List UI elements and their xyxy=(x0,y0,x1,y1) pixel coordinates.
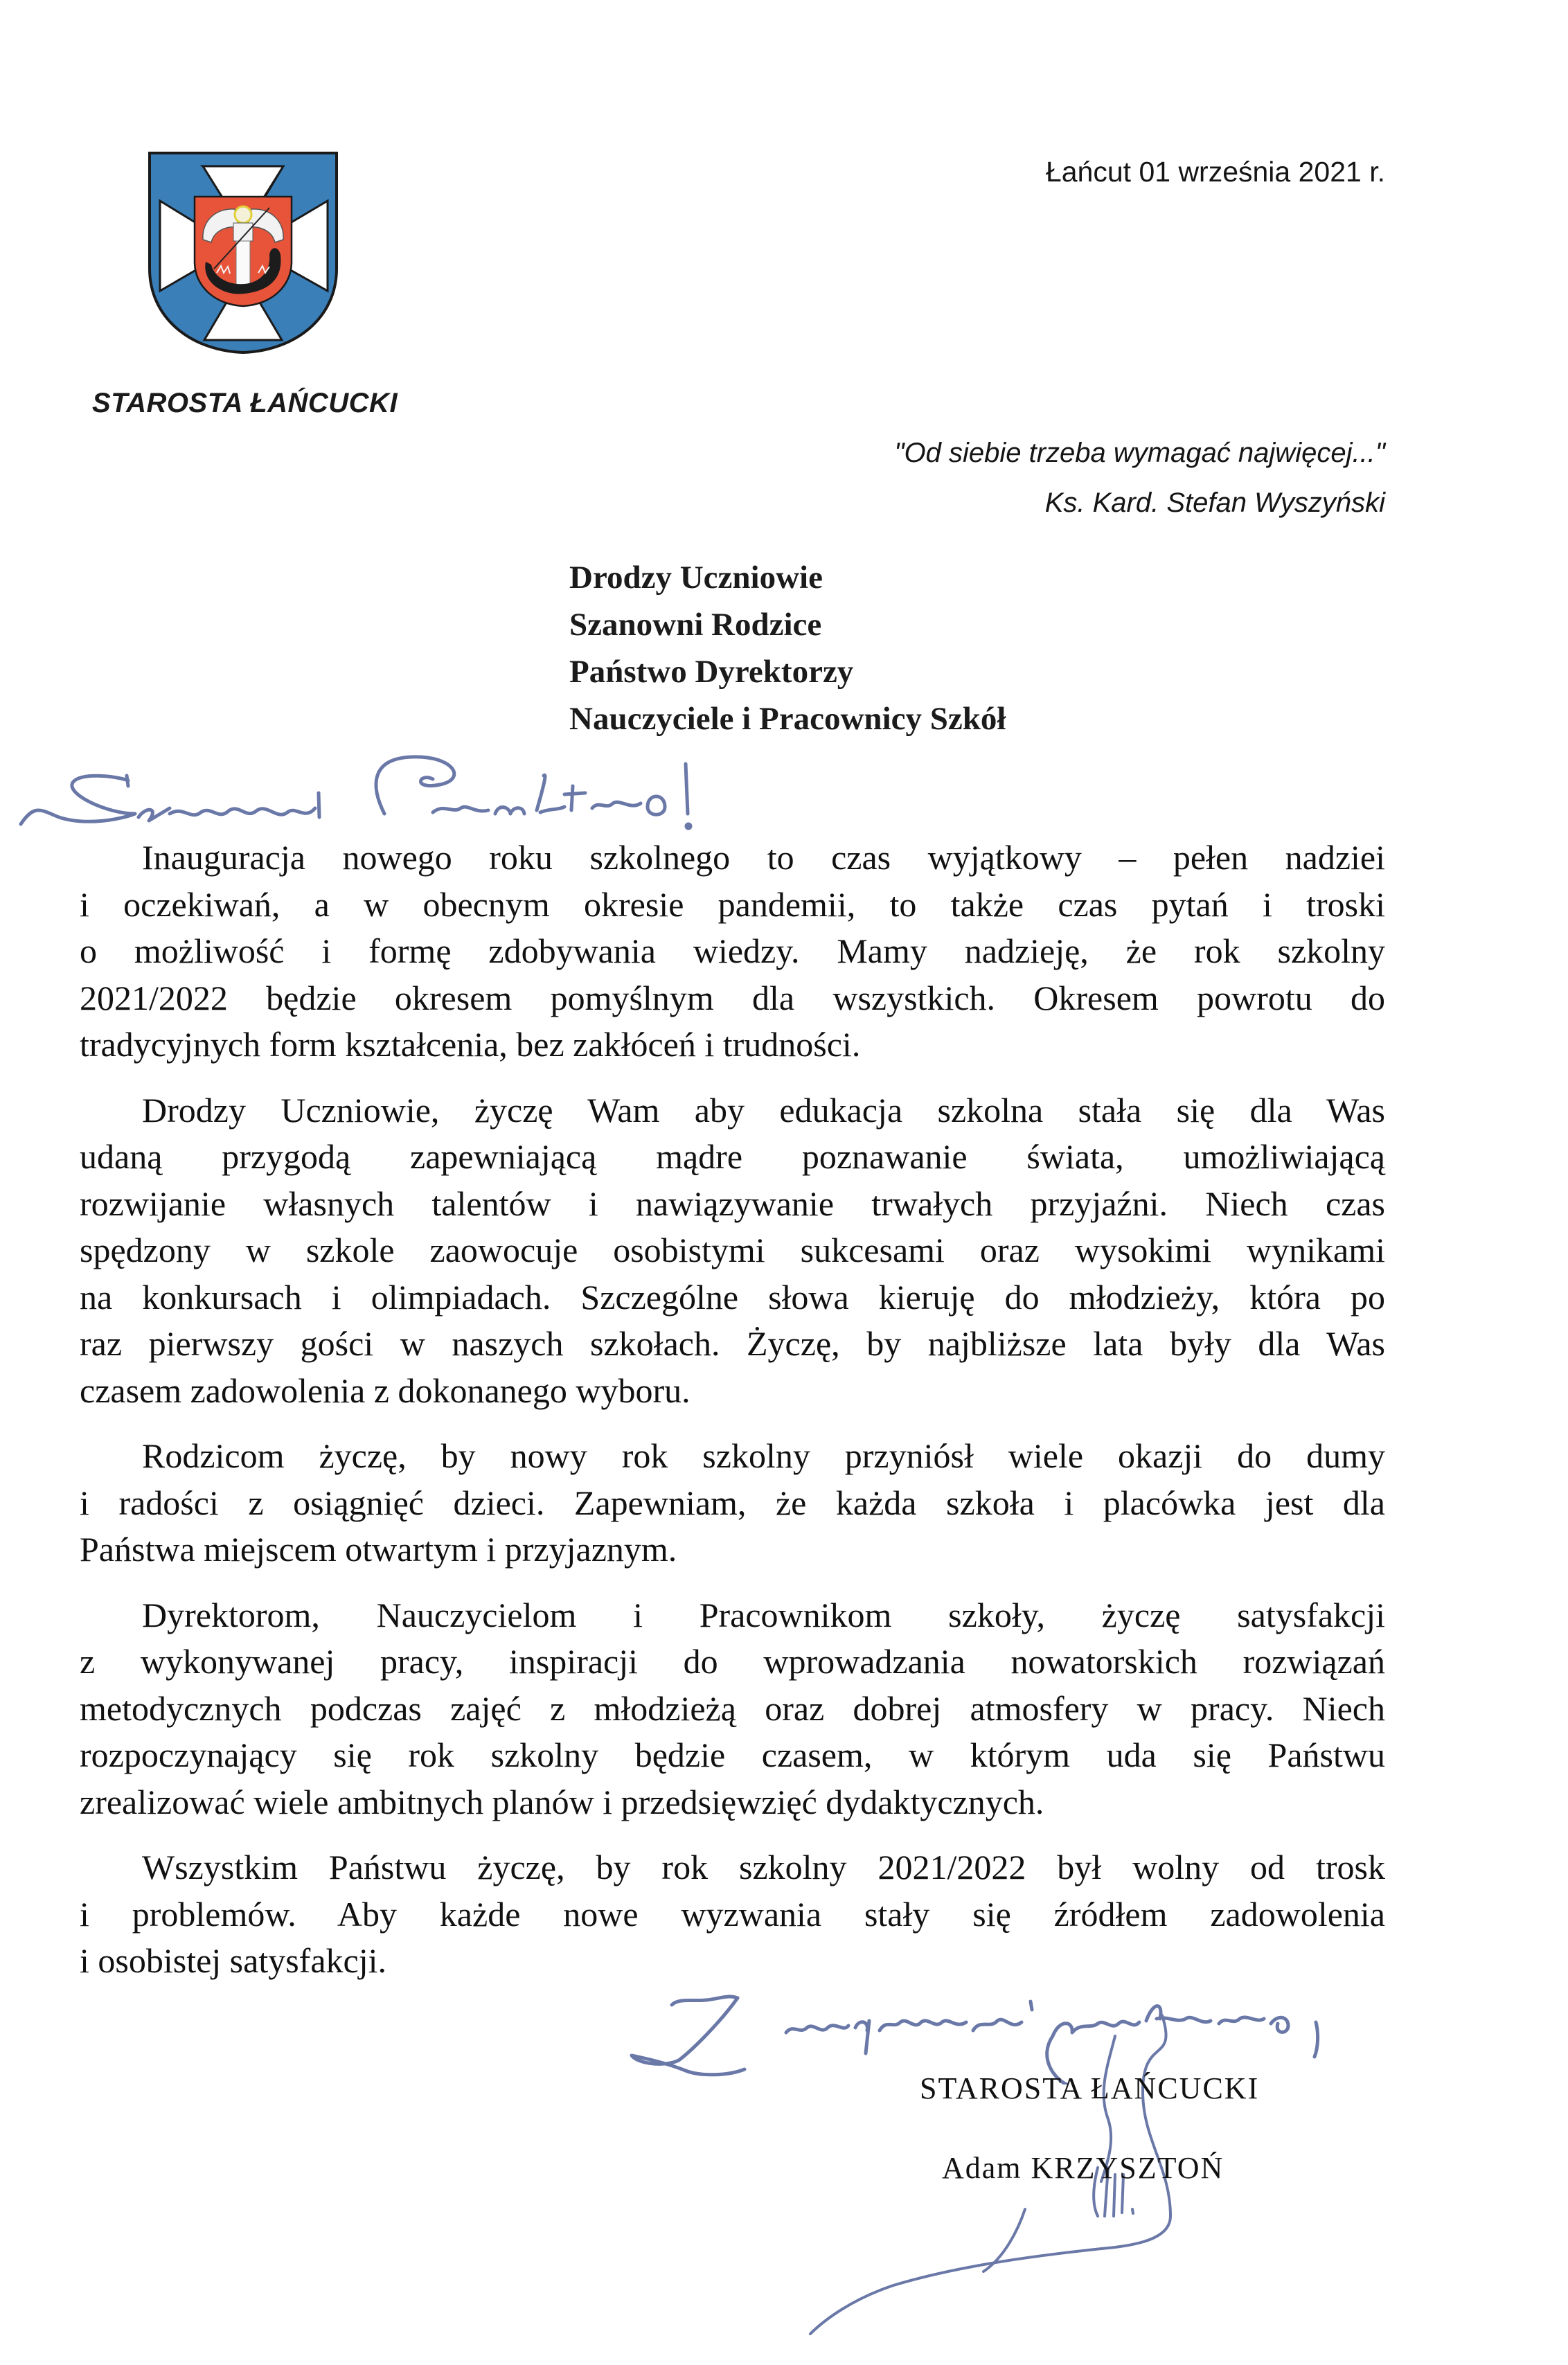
body-line: o możliwość i formę zdobywania wiedzy. Mamy nadzieję, że rok szkolny xyxy=(80,931,1385,970)
handwritten-greeting xyxy=(10,744,745,841)
paragraph-4 xyxy=(80,1592,1385,1826)
body-line: na konkursach i olimpiadach. Szczególne słowa kieruję do młodzieży, która po xyxy=(80,1277,1385,1317)
paragraph-5 xyxy=(80,1844,1385,1985)
motto-author: Ks. Kard. Stefan Wyszyński xyxy=(1044,488,1385,518)
body-line: rozwijanie własnych talentów i nawiązywanie trwałych przyjaźni. Niech czas xyxy=(80,1184,1385,1223)
motto xyxy=(894,428,1385,528)
body-line: Państwa miejscem otwartym i przyjaznym. xyxy=(80,1530,677,1569)
body-line: Drodzy Uczniowie, życzę Wam aby edukacja szkolna stała się dla Was xyxy=(142,1090,1385,1130)
body-line: zrealizować wiele ambitnych planów i przedsięwzięć dydaktycznych. xyxy=(80,1782,1044,1821)
letter-body xyxy=(80,835,1385,2003)
body-line: tradycyjnych form kształcenia, bez zakłóceń i trudności. xyxy=(80,1025,861,1064)
addressee: Szanowni Rodzice xyxy=(569,607,822,643)
signatory-title: STAROSTA ŁAŃCUCKI xyxy=(920,2071,1260,2105)
addressee: Nauczyciele i Pracownicy Szkół xyxy=(569,701,1006,737)
body-line: Inauguracja nowego roku szkolnego to czas wyjątkowy – pełen nadziei xyxy=(142,838,1385,877)
addressee: Drodzy Uczniowie xyxy=(569,560,823,596)
body-line: i oczekiwań, a w obecnym okresie pandemii, to także czas pytań i troski xyxy=(80,884,1385,924)
addressee: Państwo Dyrektorzy xyxy=(569,654,854,690)
coat-of-arms-icon xyxy=(148,151,339,355)
body-line: udaną przygodą zapewniającą mądre poznawanie świata, umożliwiającą xyxy=(80,1137,1385,1176)
body-line: i osobistej satysfakcji. xyxy=(80,1941,386,1980)
body-line: czasem zadowolenia z dokonanego wyboru. xyxy=(80,1371,691,1410)
body-line: spędzony w szkole zaowocuje osobistymi sukcesami oraz wysokimi wynikami xyxy=(80,1231,1385,1269)
paragraph-1 xyxy=(80,835,1385,1069)
motto-quote: "Od siebie trzeba wymagać najwięcej..." xyxy=(894,438,1385,468)
body-line: i problemów. Aby każde nowe wyzwania stały się źródłem zadowolenia xyxy=(80,1894,1385,1934)
body-line: 2021/2022 będzie okresem pomyślnym dla wszystkich. Okresem powrotu do xyxy=(80,978,1385,1017)
office-label: STAROSTA ŁAŃCUCKI xyxy=(92,388,398,418)
body-line: raz pierwszy gości w naszych szkołach. Życzę, by najbliższe lata były dla Was xyxy=(80,1324,1385,1363)
body-line: Rodzicom życzę, by nowy rok szkolny przyniósł wiele okazji do dumy xyxy=(142,1436,1385,1475)
body-line: Wszystkim Państwu życzę, by rok szkolny 2021/2022 był wolny od trosk xyxy=(142,1848,1385,1886)
signatory-name: Adam KRZYSZTOŃ xyxy=(942,2151,1224,2185)
body-line: rozpoczynający się rok szkolny będzie czasem, w którym uda się Państwu xyxy=(80,1735,1385,1774)
body-line: z wykonywanej pracy, inspiracji do wprowadzania nowatorskich rozwiązań xyxy=(80,1642,1385,1681)
body-line: i radości z osiągnięć dzieci. Zapewniam, że każda szkoła i placówka jest dla xyxy=(80,1483,1385,1522)
body-line: metodycznych podczas zajęć z młodzieżą oraz dobrej atmosfery w pracy. Niech xyxy=(80,1688,1385,1728)
place-and-date: Łańcut 01 września 2021 r. xyxy=(1045,156,1385,188)
paragraph-2 xyxy=(80,1087,1385,1415)
addressee-list xyxy=(569,554,1006,742)
body-line: Dyrektorom, Nauczycielom i Pracownikom szkoły, życzę satysfakcji xyxy=(142,1595,1385,1634)
paragraph-3 xyxy=(80,1433,1385,1573)
